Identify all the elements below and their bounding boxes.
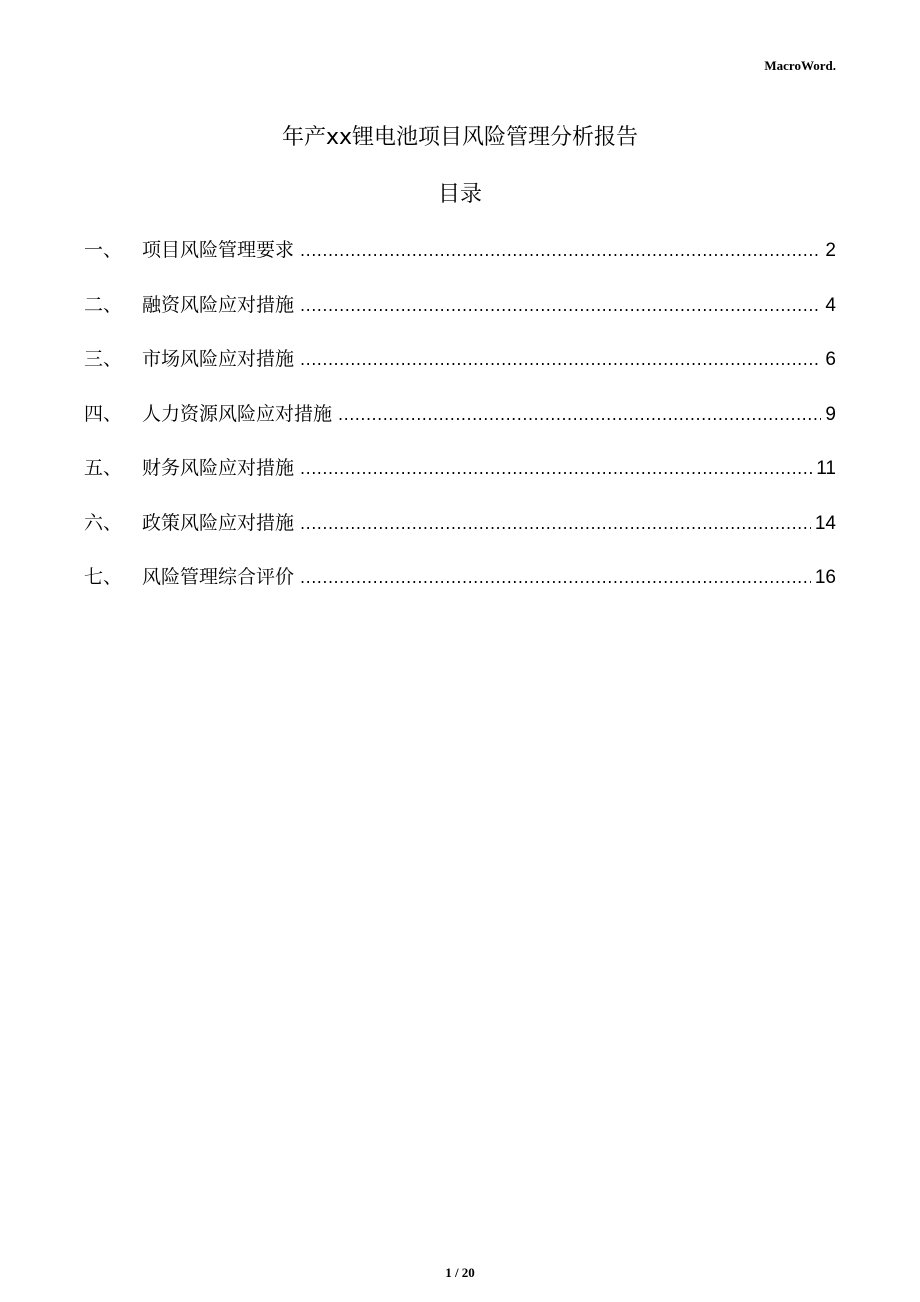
toc-entry-title[interactable]: 市场风险应对措施 xyxy=(142,348,295,370)
toc-entry-number: 六、 xyxy=(84,511,123,534)
toc-dot-leader xyxy=(300,235,821,267)
toc-entry-number: 五、 xyxy=(84,457,123,479)
header-brand: MacroWord. xyxy=(764,58,836,73)
toc-entry-number: 三、 xyxy=(84,348,123,370)
toc-entry-page[interactable]: 2 xyxy=(825,240,836,261)
toc-dot-leader xyxy=(300,453,812,485)
toc-entry-title[interactable]: 融资风险应对措施 xyxy=(142,293,295,316)
toc-entry-5[interactable] xyxy=(84,452,836,507)
toc-entry-page[interactable]: 6 xyxy=(825,349,836,370)
toc-dot-leader xyxy=(300,344,821,376)
table-of-contents xyxy=(84,234,836,616)
toc-dot-leader xyxy=(300,562,811,594)
toc-entry-number: 二、 xyxy=(84,293,123,316)
toc-entry-page[interactable]: 16 xyxy=(814,567,836,588)
toc-entry-1[interactable] xyxy=(84,234,836,289)
page-number-footer: 1 / 20 xyxy=(445,1265,475,1280)
toc-dot-leader xyxy=(300,508,811,540)
toc-entry-page[interactable]: 4 xyxy=(825,294,836,316)
toc-entry-title[interactable]: 政策风险应对措施 xyxy=(142,511,295,534)
toc-entry-title[interactable]: 人力资源风险应对措施 xyxy=(142,402,333,425)
toc-entry-page[interactable]: 9 xyxy=(825,403,836,425)
toc-entry-page[interactable]: 14 xyxy=(814,512,836,534)
toc-entry-7[interactable] xyxy=(84,561,836,616)
toc-entry-3[interactable] xyxy=(84,343,836,398)
toc-dot-leader xyxy=(300,290,821,322)
toc-entry-page[interactable]: 11 xyxy=(816,458,836,479)
document-title: 年产xx锂电池项目风险管理分析报告 xyxy=(281,125,639,150)
toc-entry-number: 四、 xyxy=(84,402,123,425)
toc-heading: 目录 xyxy=(437,182,482,207)
toc-entry-number: 一、 xyxy=(84,239,123,261)
toc-entry-title[interactable]: 风险管理综合评价 xyxy=(142,566,295,588)
toc-dot-leader xyxy=(338,399,821,431)
toc-entry-2[interactable] xyxy=(84,289,836,344)
toc-entry-title[interactable]: 项目风险管理要求 xyxy=(142,239,295,261)
toc-entry-title[interactable]: 财务风险应对措施 xyxy=(142,457,295,479)
toc-entry-number: 七、 xyxy=(84,566,123,588)
toc-entry-6[interactable] xyxy=(84,507,836,562)
toc-entry-4[interactable] xyxy=(84,398,836,453)
